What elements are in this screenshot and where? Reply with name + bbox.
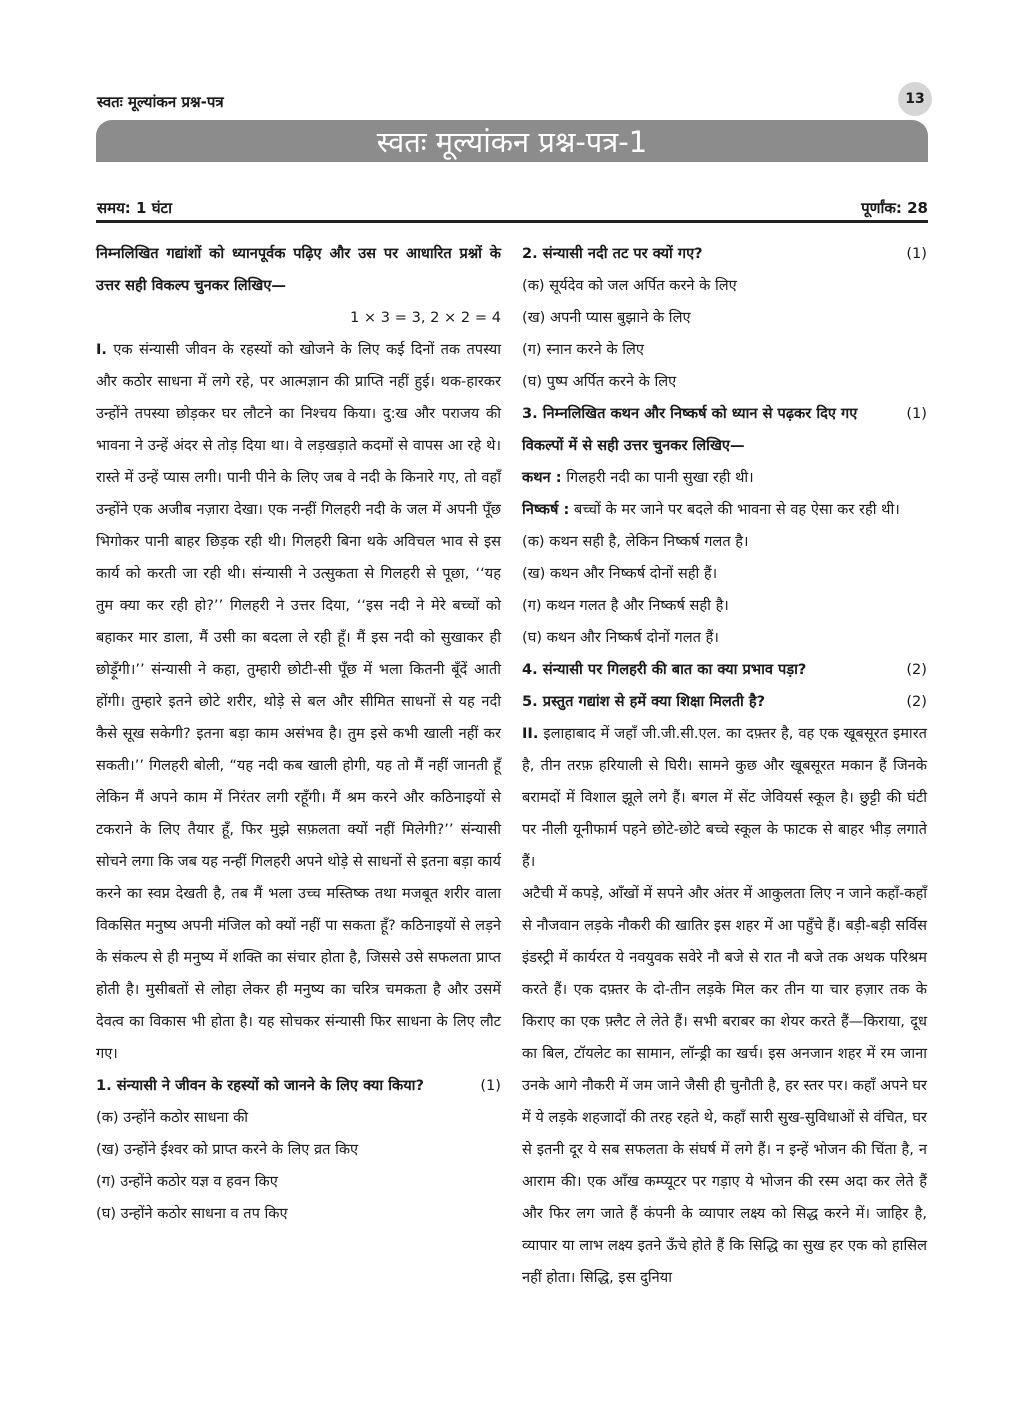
conclusion-text: बच्चों के मर जाने पर बदले की भावना से वह ऐसा कर रही थी। bbox=[573, 501, 900, 518]
q1-option: (घ) उन्होंने कठोर साधना व तप किए bbox=[96, 1205, 288, 1222]
statement-label: कथन : bbox=[522, 469, 562, 486]
q3-option: (ख) कथन और निष्कर्ष दोनों सही हैं। bbox=[522, 565, 718, 582]
passage-1-text: एक संन्यासी जीवन के रहस्यों को खोजने के लिए कई दिनों तक तपस्या और कठोर साधना में लगे रहे, पर आत्मज्ञान की प्राप्ति नहीं हुई। थक-हारकर उन्होंने तपस्या छोड़कर घर लौटने का निश्चय किया। दु:ख और पराजय की भावना ने उन्हें अंदर से तोड़ दिया था। वे लड़खड़ाते कदमों से वापस आ रहे थे। रास्ते में उन्हें प्यास लगी। पानी पीने के लिए जब वे नदी के किनारे गए, तो वहाँ उन्होंने एक अजीब नज़ारा देखा। एक नन्हीं गिलहरी नदी के जल में अपनी पूँछ भिगोकर पानी बाहर छिड़क रही थी। गिलहरी बिना थके अविचल भाव से इस कार्य को करती जा रही थी। संन्यासी ने उत्सुकता से गिलहरी से पूछा, ‘‘यह तुम क्या कर रही हो?’’ गिलहरी ने उत्तर दिया, ‘‘इस नदी ने मेरे बच्चों को बहाकर मार डाला, मैं उसी का बदला ले रही हूँ। मैं इस नदी को सुखाकर ही छोड़ूँगी।’’ संन्यासी ने कहा, तुम्हारी छोटी-सी पूँछ में भला कितनी बूँदें आती होंगी। तुम्हारे इतने छोटे शरीर, थोड़े से बल और सीमित साधनों से यह नदी कैसे सूख सकेगी? इतना बड़ा काम असंभव है। तुम इसे कभी खाली नहीं कर सकती।’’ गिलहरी बोली, “यह नदी कब खाली होगी, यह तो मैं नहीं जानती हूँ लेकिन मैं अपने काम में निरंतर लगी रहूँगी। मैं श्रम करने और कठिनाइयों से टकराने के लिए तैयार हूँ, फिर मुझे सफ़लता क्यों नहीं मिलेगी?’’ संन्यासी सोचने लगा कि जब यह नन्हीं गिलहरी अपने थोड़े से साधनों से इतना बड़ा कार्य करने का स्वप्न देखती है, तब मैं भला उच्च मस्तिष्क तथा मजबूत शरीर वाला विकसित मनुष्य अपनी मंजिल को क्यों नहीं पा सकता हूँ? कठिनाइयों से लड़ने के संकल्प से ही मनुष्य में शक्ति का संचार होता है, जिससे उसे सफलता प्राप्त होती है। मुसीबतों से लोहा लेकर ही मनुष्य का चरित्र चमकता है और उसमें देवत्व का विकास भी होता है। यह सोचकर संन्यासी फिर साधना के लिए लौट गए। bbox=[96, 341, 502, 1062]
q2-option: (ग) स्नान करने के लिए bbox=[522, 341, 644, 358]
passage-1 bbox=[96, 334, 501, 1070]
q3-statement bbox=[522, 462, 927, 494]
conclusion-label: निष्कर्ष : bbox=[522, 501, 570, 518]
q2-option: (घ) पुष्प अर्पित करने के लिए bbox=[522, 373, 677, 390]
left-column bbox=[96, 238, 501, 1230]
question-5-marks: (2) bbox=[906, 693, 927, 710]
q1-option: (ख) उन्होंने ईश्वर को प्राप्त करने के लिए व्रत किए bbox=[96, 1141, 359, 1158]
question-2-text: 2. संन्यासी नदी तट पर क्यों गए? bbox=[522, 245, 703, 262]
running-title: स्वतः मूल्यांकन प्रश्न-पत्र bbox=[97, 93, 224, 111]
passage-2-para-2: अटैची में कपड़े, आँखों में सपने और अंतर में आकुलता लिए न जाने कहाँ-कहाँ से नौजवान लड़के नौकरी की खातिर इस शहर में आ पहुँचे हैं। बड़ी-बड़ी सर्विस इंडस्ट्री में कार्यरत ये नवयुवक सवेरे नौ बजे से रात नौ बजे तक अथक परिश्रम करते हैं। एक दफ़्तर के दो-तीन लड़के मिल कर तीन या चार हज़ार तक के किराए का एक फ़्लैट ले लेते हैं। सभी बराबर का शेयर करते हैं—किराया, दूध का बिल, टॉयलेट का सामान, लॉन्ड्री का खर्च। इस अनजान शहर में रम जाना उनके आगे नौकरी में जम जाने जैसी ही चुनौती है, हर स्तर पर। कहाँ अपने घर में ये लड़के शहजादों की तरह रहते थे, कहाँ सारी सुख-सुविधाओं से वंचित, घर से इतनी दूर ये सब सफलता के संघर्ष में लगे हैं। न इन्हें भोजन की चिंता है, न आराम की। एक आँख कम्प्यूटर पर गड़ाए ये भोजन की रस्म अदा कर लेते हैं और फिर लग जाते हैं कंपनी के व्यापार लक्ष्य को सिद्ध करने में। जाहिर है, व्यापार या लाभ लक्ष्य इतने ऊँचे होते हैं कि सिद्धि का सुख हर एक को हासिल नहीं होता। सिद्धि, इस दुनिया bbox=[522, 885, 927, 1286]
header-divider bbox=[96, 220, 928, 223]
question-4-text: 4. संन्यासी पर गिलहरी की बात का क्या प्रभाव पड़ा? bbox=[522, 661, 807, 678]
statement-text: गिलहरी नदी का पानी सुखा रही थी। bbox=[566, 469, 754, 486]
question-1 bbox=[96, 1070, 501, 1102]
time-allowed: समय: 1 घंटा bbox=[97, 199, 173, 217]
question-5-text: 5. प्रस्तुत गद्यांश से हमें क्या शिक्षा मिलती है? bbox=[522, 693, 766, 710]
question-4-marks: (2) bbox=[906, 661, 927, 678]
question-2 bbox=[522, 238, 927, 270]
question-5 bbox=[522, 686, 927, 718]
question-3-text: 3. निम्नलिखित कथन और निष्कर्ष को ध्यान से पढ़कर दिए गए विकल्पों में से सही उत्तर चुनकर लिखिए— bbox=[522, 405, 858, 454]
passage-2-text-1: इलाहाबाद में जहाँ जी.जी.सी.एल. का दफ़्तर है, वह एक खूबसूरत इमारत है, तीन तरफ़ हरियाली से घिरी। सामने कुछ और खूबसूरत मकान हैं जिनके बरामदों में विशाल झूले लगे हैं। बगल में सेंट जेवियर्स स्कूल है। छुट्टी की घंटी पर नीली यूनीफार्म पहने छोटे-छोटे बच्चे स्कूल के फाटक से बाहर भीड़ लगाते हैं। bbox=[522, 725, 927, 870]
passage-2-label: II. bbox=[522, 725, 539, 742]
q3-option: (ग) कथन गलत है और निष्कर्ष सही है। bbox=[522, 597, 729, 614]
right-column bbox=[522, 238, 927, 1294]
q1-option: (ग) उन्होंने कठोर यज्ञ व हवन किए bbox=[96, 1173, 278, 1190]
instruction: निम्नलिखित गद्यांशों को ध्यानपूर्वक पढ़िए और उस पर आधारित प्रश्नों के उत्तर सही विकल्प चुनकर लिखिए— bbox=[96, 245, 501, 294]
marks-formula: 1 × 3 = 3, 2 × 2 = 4 bbox=[349, 309, 501, 326]
question-2-marks: (1) bbox=[906, 245, 927, 262]
q2-option: (ख) अपनी प्यास बुझाने के लिए bbox=[522, 309, 691, 326]
q3-option: (क) कथन सही है, लेकिन निष्कर्ष गलत है। bbox=[522, 533, 749, 550]
max-marks: पूर्णांक: 28 bbox=[861, 199, 928, 217]
q1-option: (क) उन्होंने कठोर साधना की bbox=[96, 1109, 249, 1126]
q2-option: (क) सूर्यदेव को जल अर्पित करने के लिए bbox=[522, 277, 737, 294]
passage-2-para-1 bbox=[522, 718, 927, 878]
question-3-marks: (1) bbox=[906, 405, 927, 422]
question-3 bbox=[522, 398, 927, 462]
q3-conclusion bbox=[522, 494, 927, 526]
passage-1-label: I. bbox=[96, 341, 107, 358]
question-1-marks: (1) bbox=[480, 1077, 501, 1094]
question-4 bbox=[522, 654, 927, 686]
paper-title-banner: स्वतः मूल्यांकन प्रश्न-पत्र-1 bbox=[96, 120, 928, 162]
page-number: 13 bbox=[898, 82, 932, 116]
question-1-text: 1. संन्यासी ने जीवन के रहस्यों को जानने के लिए क्या किया? bbox=[96, 1077, 424, 1094]
q3-option: (घ) कथन और निष्कर्ष दोनों गलत हैं। bbox=[522, 629, 719, 646]
